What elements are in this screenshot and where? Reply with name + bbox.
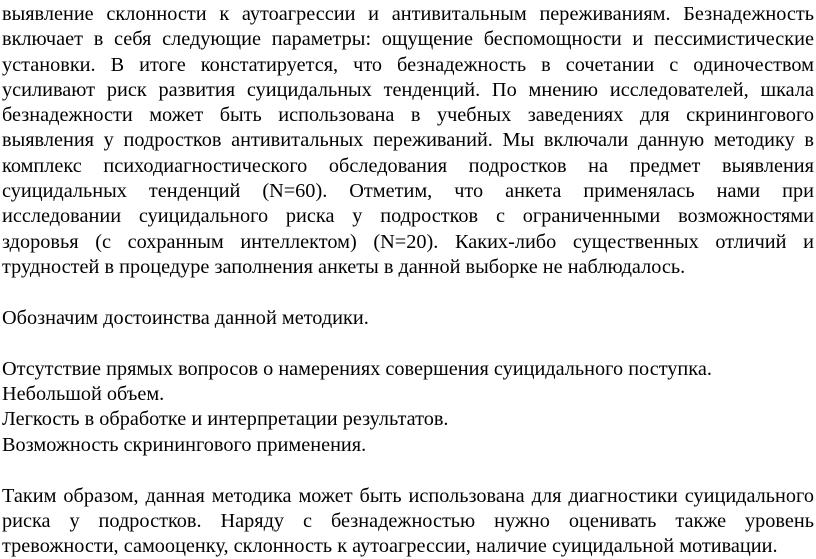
paragraph-line: включает в себя следующие параметры: ощущение беспомощности и пессимистические bbox=[2, 28, 814, 51]
advantages-intro bbox=[2, 306, 814, 331]
paragraph-line: выявления у подростков антивитальных переживаний. Мы включали данную методику в bbox=[2, 129, 814, 152]
paragraph-line: усиливают риск развития суицидальных тенденций. По мнению исследователей, шкала bbox=[2, 78, 814, 101]
list-item: Возможность скринингового применения. bbox=[2, 433, 367, 456]
paragraph-spacer bbox=[2, 331, 814, 357]
paragraph-line: риска у подростков. Наряду с безнадежностью нужно оценивать также уровень bbox=[2, 509, 814, 532]
paragraph-line: установки. В итоге констатируется, что безнадежность в сочетании с одиночеством bbox=[2, 53, 814, 76]
paragraph-spacer bbox=[2, 280, 814, 306]
paragraph-line: Таким образом, данная методика может быть использована для диагностики суицидального bbox=[2, 484, 814, 507]
paragraph-line: трудностей в процедуре заполнения анкеты в данной выборке не наблюдалось. bbox=[2, 255, 686, 278]
paragraph-spacer bbox=[2, 458, 814, 484]
advantages-list bbox=[2, 357, 814, 458]
paragraph-line: суицидальных тенденций (N=60). Отметим, что анкета применялась нами при bbox=[2, 180, 814, 203]
paragraph-line: комплекс психодиагностического обследования подростков на предмет выявления bbox=[2, 154, 814, 177]
conclusion-paragraph bbox=[2, 484, 814, 559]
paragraph-line: выявление склонности к аутоагрессии и антивитальным переживаниям. Безнадежность bbox=[2, 3, 814, 25]
paragraph-line: исследовании суицидального риска у подростков с ограниченными возможностями bbox=[2, 205, 814, 228]
list-item: Небольшой объем. bbox=[2, 383, 165, 406]
paragraph-line: тревожности, самооценку, склонность к аутоагрессии, наличие суицидальной мотивации. bbox=[2, 535, 778, 558]
body-paragraph bbox=[2, 2, 814, 280]
paragraph-line: здоровья (с сохранным интеллектом) (N=20). Каких-либо существенных отличий и bbox=[2, 230, 814, 253]
document-page bbox=[2, 0, 814, 559]
list-item: Легкость в обработке и интерпретации результатов. bbox=[2, 408, 449, 431]
list-item: Отсутствие прямых вопросов о намерениях совершения суицидального поступка. bbox=[2, 357, 712, 380]
paragraph-line: безнадежности может быть использована в учебных заведениях для скринингового bbox=[2, 104, 814, 127]
paragraph-line: Обозначим достоинства данной методики. bbox=[2, 306, 369, 329]
